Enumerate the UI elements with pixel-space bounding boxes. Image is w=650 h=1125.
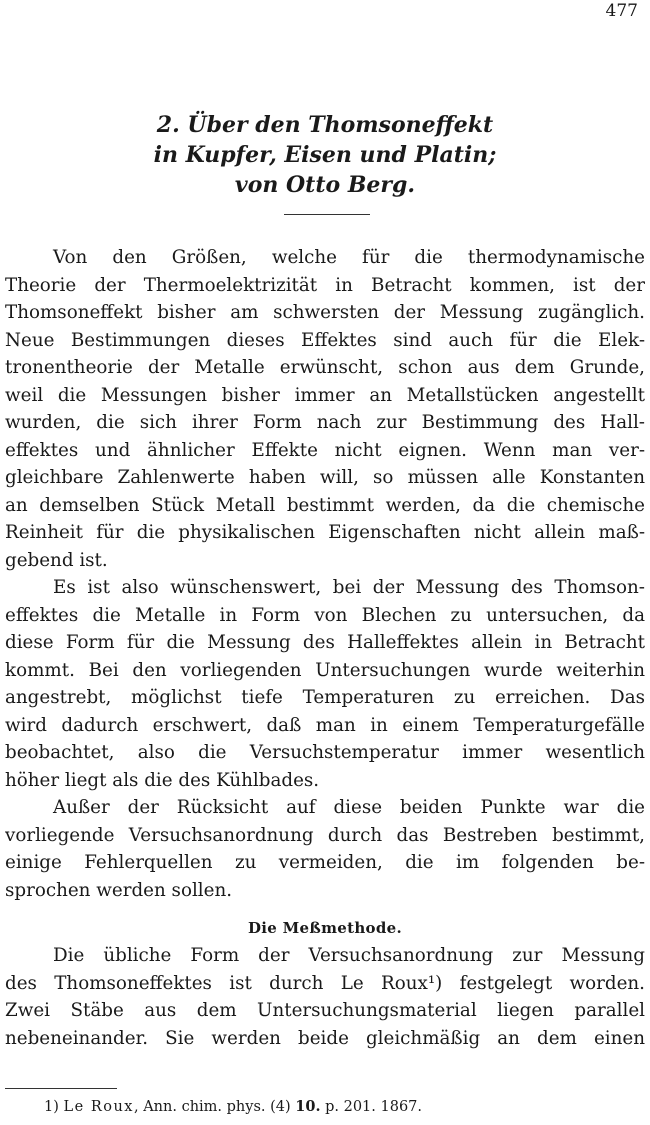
text-line: Theorie der Thermoelektrizität in Betracht kommen, ist der [5, 274, 645, 296]
text-line: vorliegende Versuchsanordnung durch das Bestreben bestimmt, [5, 824, 645, 846]
text-line: einige Fehlerquellen zu vermeiden, die im folgenden be- [5, 852, 645, 873]
footnote-volume: 10. [295, 1098, 321, 1115]
text-line: Die übliche Form der Versuchsanordnung zur Messung [53, 945, 645, 966]
article-title [0, 110, 650, 200]
footnote [44, 1096, 422, 1118]
footnote-marker: 1) [44, 1099, 59, 1115]
footnote-divider [5, 1088, 117, 1089]
text-line: Reinheit für die physikalischen Eigenschaften nicht allein maß- [5, 522, 645, 543]
footnote-author: Le Roux [63, 1099, 134, 1115]
text-line: effektes die Metalle in Form von Blechen zu untersuchen, da [5, 604, 645, 626]
text-line: gebend ist. [5, 549, 108, 571]
text-line: an demselben Stück Metall bestimmt werden, da die chemische [5, 494, 645, 516]
text-line: des Thomsoneffektes ist durch Le Roux¹) festgelegt worden. [5, 972, 645, 994]
text-line: sprochen werden sollen. [5, 879, 233, 901]
text-line: effektes und ähnlicher Effekte nicht eignen. Wenn man ver- [5, 439, 645, 461]
title-line: 2. Über den Thomsoneffekt [156, 112, 494, 138]
text-line: wird dadurch erschwert, daß man in einem Temperaturgefälle [5, 714, 645, 736]
text-line: Außer der Rücksicht auf diese beiden Punkte war die [53, 797, 645, 818]
paragraph-3 [5, 794, 645, 904]
text-line: Zwei Stäbe aus dem Untersuchungsmaterial liegen parallel [5, 1000, 645, 1021]
text-line: tronentheorie der Metalle erwünscht, schon aus dem Grunde, [5, 357, 645, 378]
paragraph-4 [5, 942, 645, 1052]
title-divider [284, 214, 370, 215]
article-body [5, 244, 645, 1052]
footnote-source: , Ann. chim. phys. (4) [133, 1099, 291, 1115]
paragraph-2 [5, 574, 645, 794]
text-line: Es ist also wünschenswert, bei der Messung des Thomson- [53, 577, 645, 598]
text-line: wurden, die sich ihrer Form nach zur Bestimmung des Hall- [5, 412, 645, 433]
page-number: 477 [605, 1, 638, 21]
text-line: Von den Größen, welche für die thermodynamische [53, 247, 645, 268]
text-line: weil die Messungen bisher immer an Metallstücken angestellt [5, 384, 645, 406]
title-line: von Otto Berg. [234, 172, 416, 198]
text-line: Thomsoneffekt bisher am schwersten der Messung zugänglich. [5, 302, 645, 323]
title-line: in Kupfer, Eisen und Platin; [153, 142, 497, 168]
footnote-pages: p. 201. 1867. [325, 1099, 423, 1115]
text-line: beobachtet, also die Versuchstemperatur immer wesentlich [5, 742, 645, 763]
text-line: kommt. Bei den vorliegenden Untersuchungen wurde weiterhin [5, 659, 645, 681]
text-line: nebeneinander. Sie werden beide gleichmäßig an dem einen [5, 1027, 645, 1049]
text-line: höher liegt als die des Kühlbades. [5, 769, 320, 791]
section-heading: Die Meßmethode. [247, 919, 403, 937]
text-line: diese Form für die Messung des Halleffektes allein in Betracht [5, 632, 645, 653]
text-line: Neue Bestimmungen dieses Effektes sind auch für die Elek- [5, 329, 645, 351]
text-line: gleichbare Zahlenwerte haben will, so müssen alle Konstanten [5, 467, 645, 488]
paragraph-1 [5, 244, 645, 574]
text-line: angestrebt, möglichst tiefe Temperaturen zu erreichen. Das [5, 687, 645, 708]
